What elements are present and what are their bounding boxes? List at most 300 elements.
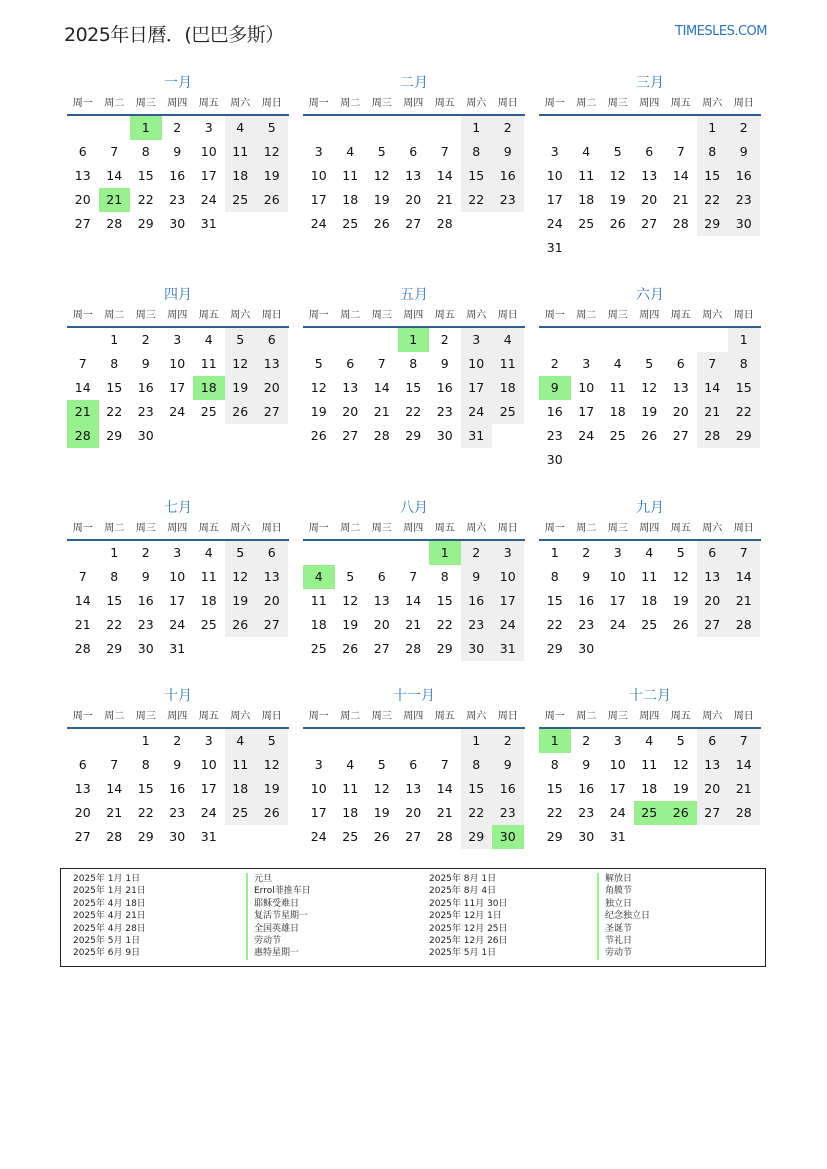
day-cell: 19	[310, 404, 327, 419]
month-block	[303, 72, 525, 236]
day-cell: 16	[436, 380, 453, 395]
day-cell: 24	[200, 192, 217, 207]
empty-cell	[335, 729, 367, 753]
day-cell: 25	[609, 428, 626, 443]
weekday-label: 周五	[670, 711, 691, 722]
day-cell: 14	[697, 376, 729, 400]
day-cell: 26	[256, 801, 288, 825]
day-cell: 27	[405, 216, 422, 231]
weekday-header	[303, 306, 525, 328]
legend-names-right	[597, 873, 650, 960]
day-cell: 6	[346, 356, 355, 371]
day-cell: 8	[141, 144, 150, 159]
day-cell: 30	[137, 641, 154, 656]
day-cell: 29	[137, 216, 154, 231]
day-cell: 30	[492, 825, 524, 849]
day-cell: 18	[193, 376, 225, 400]
weekday-label: 周四	[639, 523, 660, 534]
day-cell: 12	[225, 352, 257, 376]
weekday-label: 周三	[135, 523, 156, 534]
weekday-label: 周五	[434, 523, 455, 534]
weekday-label: 周三	[135, 98, 156, 109]
day-cell: 27	[373, 641, 390, 656]
day-cell: 3	[204, 733, 213, 748]
empty-cell	[366, 541, 398, 565]
empty-cell	[67, 729, 99, 753]
day-cell: 16	[169, 781, 186, 796]
day-cell: 24	[169, 404, 186, 419]
day-cell: 26	[373, 829, 390, 844]
day-cell: 10	[578, 380, 595, 395]
empty-cell	[539, 116, 571, 140]
weekday-label: 周四	[639, 98, 660, 109]
day-cell: 4	[225, 729, 257, 753]
day-cell: 25	[225, 801, 257, 825]
day-cell: 7	[728, 541, 760, 565]
day-cell: 25	[641, 617, 658, 632]
day-grid	[303, 116, 525, 236]
day-cell: 5	[346, 569, 355, 584]
holiday-date: 2025年 1月 1日	[73, 874, 141, 884]
weekday-label: 周五	[434, 98, 455, 109]
day-cell: 20	[373, 617, 390, 632]
weekday-label: 周四	[167, 310, 188, 321]
day-cell: 21	[106, 805, 123, 820]
day-cell: 9	[440, 356, 449, 371]
day-cell: 8	[697, 140, 729, 164]
day-cell: 21	[67, 400, 99, 424]
day-cell: 21	[697, 400, 729, 424]
weekday-label: 周六	[702, 98, 723, 109]
weekday-label: 周一	[544, 98, 565, 109]
day-cell: 25	[200, 617, 217, 632]
day-cell: 25	[492, 400, 524, 424]
day-cell: 2	[728, 116, 760, 140]
day-cell: 15	[436, 593, 453, 608]
day-cell: 9	[728, 140, 760, 164]
day-cell: 11	[225, 140, 257, 164]
day-cell: 13	[74, 781, 91, 796]
day-cell: 26	[342, 641, 359, 656]
day-cell: 6	[78, 144, 87, 159]
day-cell: 3	[173, 332, 182, 347]
day-cell: 25	[342, 829, 359, 844]
day-cell: 23	[492, 801, 524, 825]
day-cell: 1	[539, 729, 571, 753]
day-cell: 7	[110, 144, 119, 159]
day-cell: 12	[310, 380, 327, 395]
empty-cell	[571, 328, 603, 352]
day-cell: 20	[672, 404, 689, 419]
day-cell: 8	[141, 757, 150, 772]
day-grid	[303, 729, 525, 849]
day-cell: 13	[342, 380, 359, 395]
empty-cell	[303, 729, 335, 753]
day-cell: 12	[373, 781, 390, 796]
day-cell: 4	[346, 757, 355, 772]
day-cell: 21	[373, 404, 390, 419]
day-cell: 19	[373, 805, 390, 820]
day-cell: 8	[409, 356, 418, 371]
day-cell: 10	[461, 352, 493, 376]
empty-cell	[67, 328, 99, 352]
weekday-label: 周六	[230, 523, 251, 534]
empty-cell	[602, 116, 634, 140]
day-cell: 25	[342, 216, 359, 231]
month-title: 八月	[400, 500, 428, 516]
month-block	[539, 72, 761, 260]
day-cell: 13	[373, 593, 390, 608]
page-title: 2025年日曆．(巴巴多斯）	[64, 24, 284, 46]
day-cell: 15	[728, 376, 760, 400]
empty-cell	[366, 729, 398, 753]
day-cell: 12	[641, 380, 658, 395]
day-cell: 26	[225, 613, 257, 637]
day-cell: 19	[225, 376, 257, 400]
day-cell: 10	[169, 356, 186, 371]
empty-cell	[665, 116, 697, 140]
weekday-label: 周六	[230, 310, 251, 321]
weekday-header	[67, 94, 289, 116]
day-grid	[303, 328, 525, 448]
day-cell: 18	[310, 617, 327, 632]
weekday-label: 周一	[544, 310, 565, 321]
day-cell: 17	[200, 781, 217, 796]
day-cell: 11	[342, 168, 359, 183]
day-cell: 17	[609, 781, 626, 796]
day-cell: 31	[200, 216, 217, 231]
day-cell: 30	[728, 212, 760, 236]
weekday-label: 周五	[434, 711, 455, 722]
day-cell: 11	[492, 352, 524, 376]
day-cell: 13	[256, 565, 288, 589]
day-cell: 3	[492, 541, 524, 565]
holiday-name: 元旦	[246, 873, 311, 885]
weekday-label: 周日	[733, 98, 754, 109]
day-cell: 9	[539, 376, 571, 400]
day-cell: 5	[613, 144, 622, 159]
weekday-label: 周六	[230, 98, 251, 109]
day-cell: 22	[106, 617, 123, 632]
day-cell: 23	[169, 805, 186, 820]
weekday-label: 周五	[670, 523, 691, 534]
day-cell: 28	[436, 829, 453, 844]
day-cell: 28	[67, 424, 99, 448]
day-cell: 6	[697, 729, 729, 753]
weekday-label: 周四	[639, 711, 660, 722]
month-block	[67, 72, 289, 236]
day-cell: 18	[342, 192, 359, 207]
day-cell: 26	[609, 216, 626, 231]
weekday-label: 周三	[135, 711, 156, 722]
day-cell: 4	[303, 565, 335, 589]
day-cell: 29	[461, 825, 493, 849]
day-cell: 21	[405, 617, 422, 632]
day-cell: 4	[204, 545, 213, 560]
day-cell: 22	[728, 400, 760, 424]
weekday-label: 周四	[403, 523, 424, 534]
weekday-label: 周三	[607, 523, 628, 534]
holiday-name: 惠特星期一	[246, 947, 311, 959]
day-cell: 28	[106, 829, 123, 844]
day-cell: 18	[225, 777, 257, 801]
day-cell: 20	[641, 192, 658, 207]
day-cell: 5	[225, 328, 257, 352]
day-cell: 28	[697, 424, 729, 448]
day-grid	[539, 116, 761, 260]
empty-cell	[99, 116, 131, 140]
weekday-header	[539, 306, 761, 328]
day-grid	[67, 729, 289, 849]
day-cell: 21	[728, 777, 760, 801]
weekday-label: 周六	[702, 711, 723, 722]
weekday-label: 周日	[497, 523, 518, 534]
day-cell: 22	[137, 805, 154, 820]
day-cell: 16	[169, 168, 186, 183]
day-cell: 24	[609, 617, 626, 632]
site-link[interactable]: TIMESLES.COM	[675, 24, 767, 39]
day-cell: 6	[409, 144, 418, 159]
weekday-label: 周四	[403, 98, 424, 109]
day-cell: 21	[728, 589, 760, 613]
day-cell: 18	[342, 805, 359, 820]
day-cell: 27	[74, 829, 91, 844]
day-cell: 2	[582, 545, 591, 560]
weekday-label: 周二	[104, 98, 125, 109]
empty-cell	[697, 328, 729, 352]
day-cell: 6	[78, 757, 87, 772]
day-grid	[539, 541, 761, 661]
day-cell: 5	[645, 356, 654, 371]
weekday-label: 周一	[308, 523, 329, 534]
weekday-label: 周一	[72, 711, 93, 722]
weekday-label: 周一	[544, 711, 565, 722]
day-cell: 11	[225, 753, 257, 777]
day-cell: 9	[492, 753, 524, 777]
day-cell: 24	[169, 617, 186, 632]
day-cell: 20	[256, 376, 288, 400]
day-cell: 13	[697, 565, 729, 589]
day-cell: 11	[578, 168, 595, 183]
day-cell: 9	[492, 140, 524, 164]
day-cell: 15	[546, 781, 563, 796]
day-cell: 17	[578, 404, 595, 419]
day-cell: 27	[74, 216, 91, 231]
holiday-name: 劳动节	[597, 947, 650, 959]
day-cell: 8	[110, 569, 119, 584]
day-cell: 21	[672, 192, 689, 207]
holiday-date: 2025年 5月 1日	[429, 948, 497, 959]
day-cell: 4	[225, 116, 257, 140]
weekday-label: 周二	[340, 310, 361, 321]
day-cell: 31	[492, 637, 524, 661]
weekday-header	[67, 707, 289, 729]
day-cell: 7	[676, 144, 685, 159]
month-title: 五月	[400, 287, 428, 303]
holiday-name: 圣诞节	[597, 923, 650, 935]
holiday-date: 2025年 12月 25日	[429, 923, 508, 934]
day-cell: 13	[256, 352, 288, 376]
weekday-label: 周一	[72, 310, 93, 321]
day-cell: 30	[169, 829, 186, 844]
day-cell: 8	[550, 569, 559, 584]
day-cell: 1	[550, 545, 559, 560]
day-cell: 7	[440, 757, 449, 772]
day-cell: 23	[461, 613, 493, 637]
day-cell: 7	[78, 356, 87, 371]
day-cell: 25	[200, 404, 217, 419]
weekday-label: 周日	[261, 310, 282, 321]
holiday-name: 全国英雄日	[246, 923, 311, 935]
day-cell: 1	[728, 328, 760, 352]
month-block	[539, 497, 761, 661]
day-cell: 8	[461, 753, 493, 777]
day-cell: 24	[492, 613, 524, 637]
holiday-name: Errol菲推车日	[246, 885, 311, 897]
day-cell: 21	[436, 192, 453, 207]
day-cell: 2	[440, 332, 449, 347]
day-cell: 15	[405, 380, 422, 395]
day-cell: 22	[461, 188, 493, 212]
day-cell: 11	[310, 593, 327, 608]
weekday-label: 周三	[371, 523, 392, 534]
day-cell: 16	[137, 380, 154, 395]
month-title: 六月	[636, 287, 664, 303]
day-cell: 1	[697, 116, 729, 140]
weekday-label: 周三	[607, 310, 628, 321]
day-cell: 30	[461, 637, 493, 661]
month-block	[67, 284, 289, 448]
weekday-label: 周日	[497, 310, 518, 321]
empty-cell	[67, 116, 99, 140]
day-cell: 23	[578, 617, 595, 632]
day-cell: 6	[256, 541, 288, 565]
day-cell: 14	[728, 753, 760, 777]
empty-cell	[366, 116, 398, 140]
holiday-date: 2025年 5月 1日	[73, 935, 141, 946]
holiday-name: 纪念独立日	[597, 910, 650, 922]
day-cell: 10	[310, 781, 327, 796]
day-cell: 31	[609, 829, 626, 844]
day-grid	[67, 328, 289, 448]
day-cell: 6	[409, 757, 418, 772]
day-cell: 22	[405, 404, 422, 419]
day-cell: 23	[546, 428, 563, 443]
day-cell: 11	[641, 757, 658, 772]
day-cell: 20	[256, 589, 288, 613]
empty-cell	[67, 541, 99, 565]
day-cell: 30	[578, 641, 595, 656]
weekday-label: 周日	[261, 523, 282, 534]
day-cell: 25	[310, 641, 327, 656]
day-cell: 22	[546, 805, 563, 820]
day-cell: 26	[373, 216, 390, 231]
month-title: 四月	[164, 287, 192, 303]
day-cell: 1	[429, 541, 461, 565]
weekday-label: 周六	[466, 98, 487, 109]
day-cell: 9	[582, 569, 591, 584]
day-cell: 7	[728, 729, 760, 753]
day-cell: 27	[256, 400, 288, 424]
weekday-label: 周二	[340, 711, 361, 722]
empty-cell	[539, 328, 571, 352]
weekday-label: 周六	[230, 711, 251, 722]
day-cell: 17	[461, 376, 493, 400]
day-grid	[539, 328, 761, 472]
weekday-header	[539, 707, 761, 729]
weekday-label: 周二	[576, 310, 597, 321]
month-title: 三月	[636, 75, 664, 91]
day-cell: 20	[697, 589, 729, 613]
day-cell: 16	[728, 164, 760, 188]
day-cell: 14	[106, 781, 123, 796]
day-cell: 14	[106, 168, 123, 183]
day-cell: 8	[110, 356, 119, 371]
day-cell: 24	[310, 829, 327, 844]
day-cell: 9	[141, 356, 150, 371]
day-cell: 29	[106, 641, 123, 656]
day-cell: 28	[74, 641, 91, 656]
weekday-label: 周六	[702, 310, 723, 321]
day-cell: 24	[461, 400, 493, 424]
weekday-label: 周一	[308, 310, 329, 321]
day-cell: 15	[137, 781, 154, 796]
weekday-label: 周一	[72, 98, 93, 109]
day-cell: 30	[169, 216, 186, 231]
day-cell: 30	[436, 428, 453, 443]
holiday-date: 2025年 4月 18日	[73, 898, 146, 909]
day-cell: 19	[609, 192, 626, 207]
day-cell: 13	[74, 168, 91, 183]
day-cell: 28	[672, 216, 689, 231]
day-cell: 12	[225, 565, 257, 589]
day-cell: 16	[578, 781, 595, 796]
holiday-date: 2025年 4月 28日	[73, 923, 146, 934]
day-cell: 27	[697, 613, 729, 637]
legend-dates-left	[73, 873, 146, 960]
day-cell: 26	[256, 188, 288, 212]
day-cell: 20	[74, 805, 91, 820]
weekday-label: 周二	[576, 523, 597, 534]
weekday-label: 周四	[403, 711, 424, 722]
day-cell: 5	[314, 356, 323, 371]
day-cell: 22	[546, 617, 563, 632]
day-cell: 3	[582, 356, 591, 371]
empty-cell	[303, 116, 335, 140]
legend-dates-right	[429, 873, 508, 960]
day-cell: 5	[377, 144, 386, 159]
month-block	[539, 685, 761, 849]
day-cell: 8	[461, 140, 493, 164]
weekday-label: 周日	[733, 711, 754, 722]
day-cell: 11	[641, 569, 658, 584]
empty-cell	[571, 116, 603, 140]
weekday-label: 周一	[544, 523, 565, 534]
day-cell: 22	[137, 192, 154, 207]
day-cell: 29	[436, 641, 453, 656]
day-cell: 29	[728, 424, 760, 448]
day-cell: 20	[405, 192, 422, 207]
day-cell: 22	[436, 617, 453, 632]
day-cell: 14	[74, 380, 91, 395]
holiday-date: 2025年 11月 30日	[429, 898, 508, 909]
day-cell: 29	[546, 829, 563, 844]
day-cell: 18	[578, 192, 595, 207]
day-cell: 24	[200, 805, 217, 820]
legend-names-left	[246, 873, 311, 960]
weekday-header	[303, 519, 525, 541]
day-cell: 8	[550, 757, 559, 772]
